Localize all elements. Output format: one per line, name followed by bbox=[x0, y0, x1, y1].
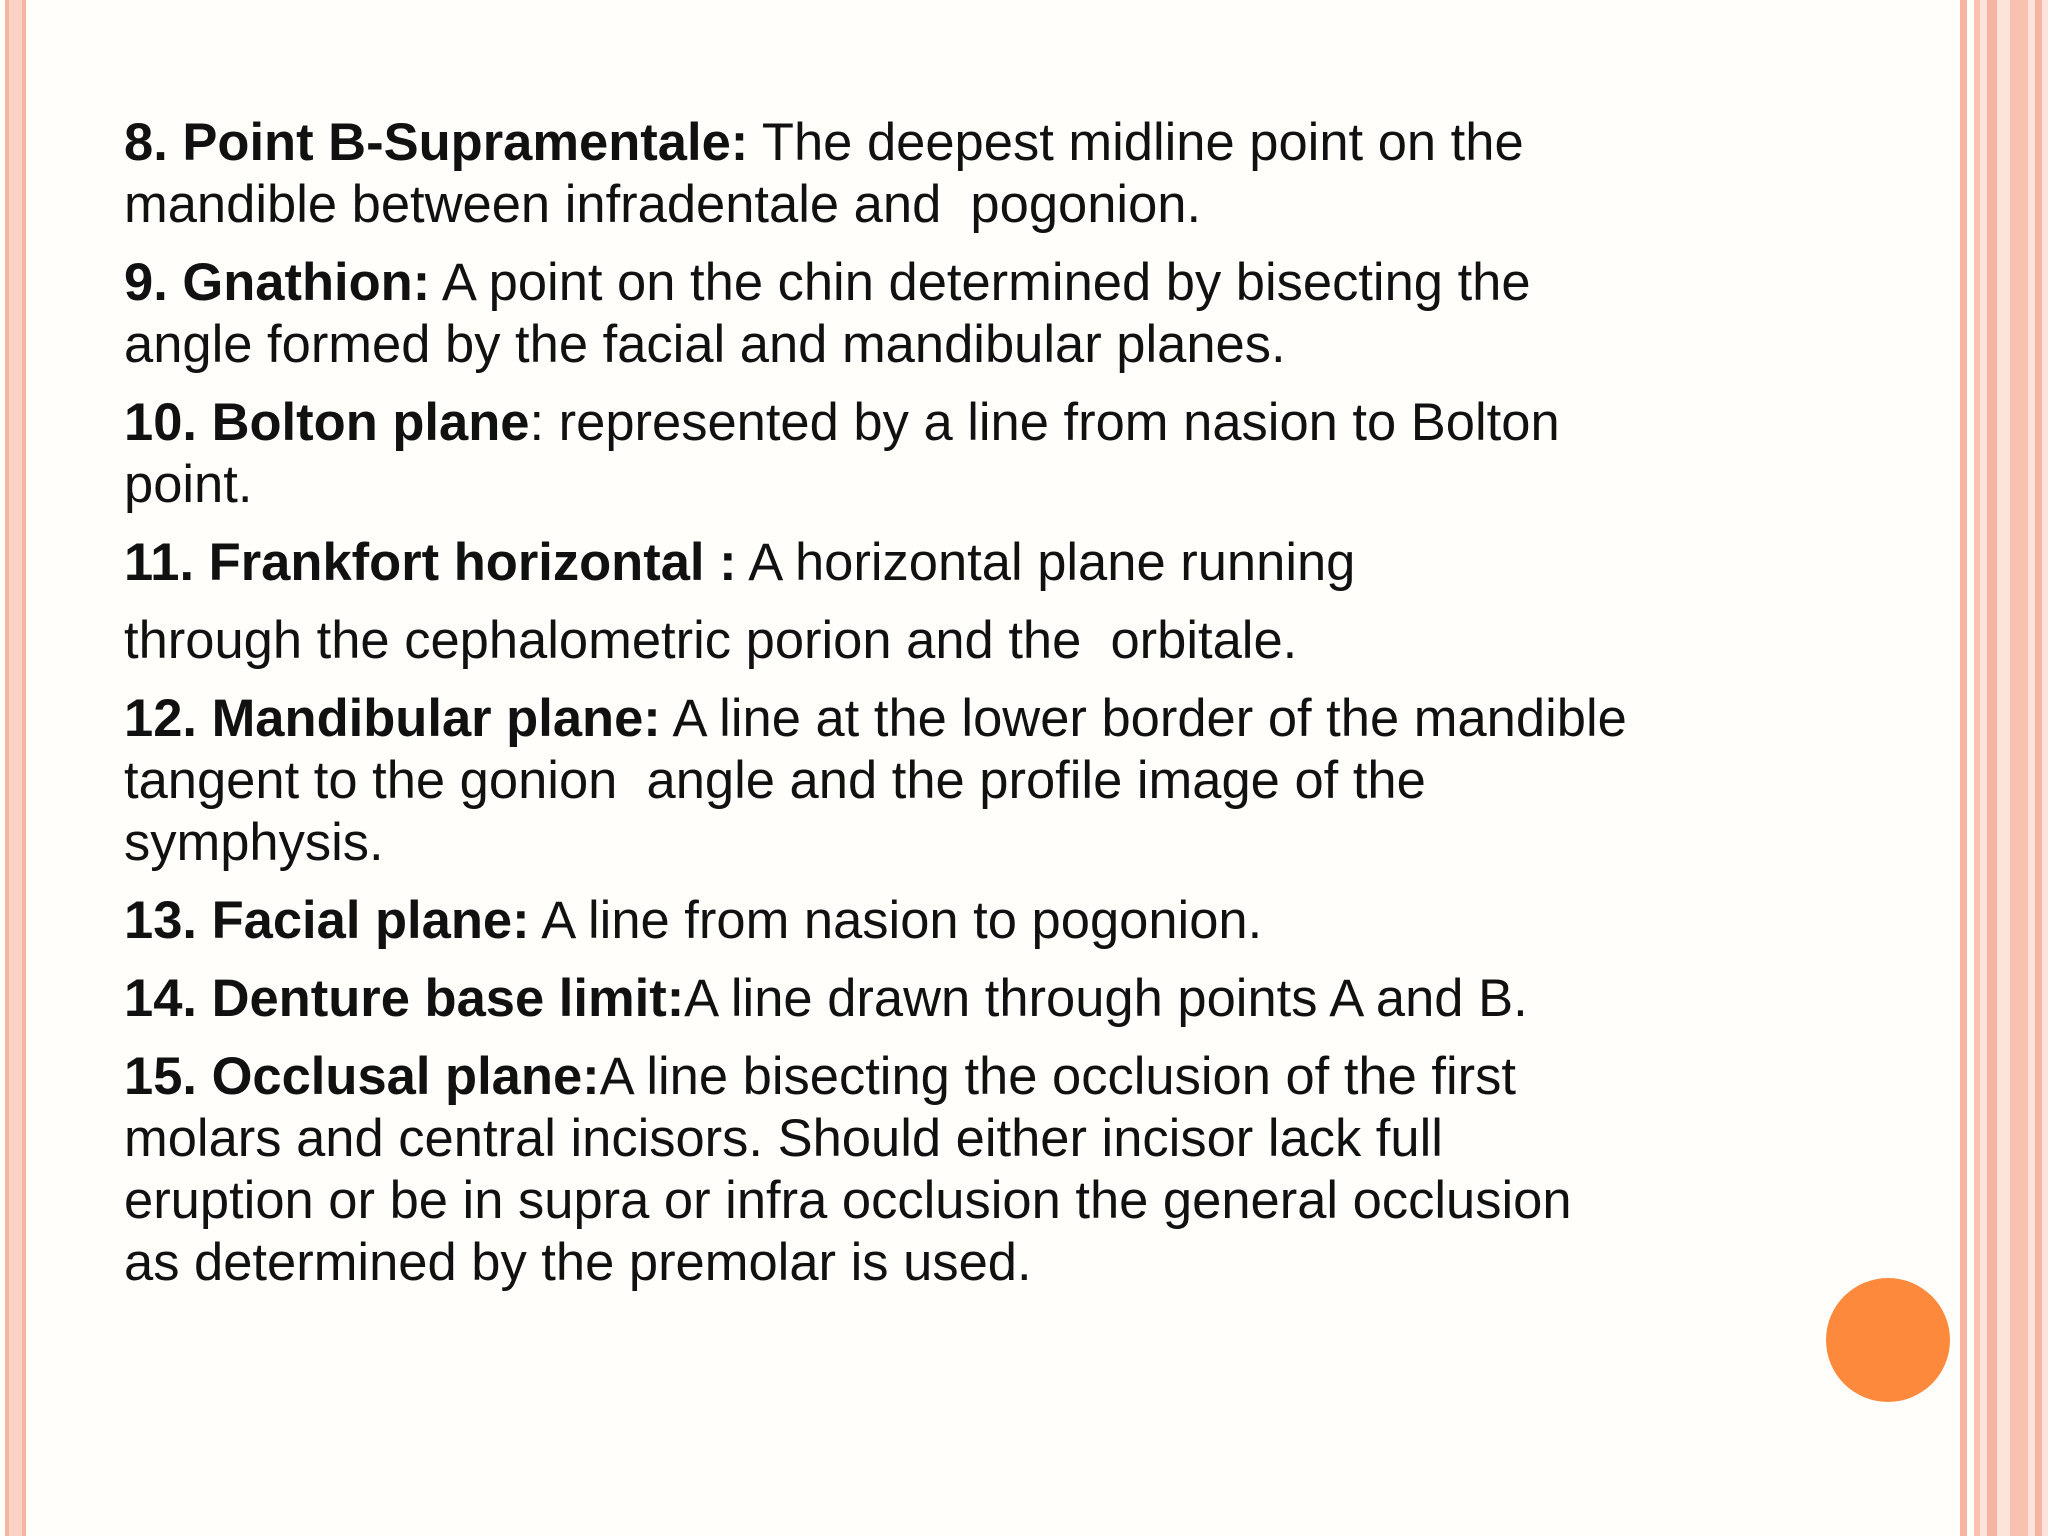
definition-text: A point on the chin determined by bisecting the angle formed by the facial and mandibular planes. bbox=[124, 253, 1531, 374]
definition-bolton-plane bbox=[124, 392, 1824, 516]
definition-occlusal-plane bbox=[124, 1046, 1824, 1294]
definition-point-b bbox=[124, 112, 1824, 236]
term-label: 11. Frankfort horizontal : bbox=[124, 533, 737, 592]
definition-denture-base-limit bbox=[124, 968, 1824, 1030]
definition-frankfort-continuation bbox=[124, 610, 1824, 672]
definition-text: A line at the lower border of the mandible tangent to the gonion angle and the profile image of the symphysis. bbox=[124, 689, 1627, 872]
slide-body bbox=[124, 112, 1824, 1310]
definition-text: A line bisecting the occlusion of the first molars and central incisors. Should either incisor lack full eruption or be in supra or infra occlusion the general occlusion as determined by the premolar is used. bbox=[124, 1047, 1572, 1292]
term-label: 10. Bolton plane bbox=[124, 393, 530, 452]
definition-text: through the cephalometric porion and the orbitale. bbox=[124, 611, 1298, 670]
term-label: 9. Gnathion: bbox=[124, 253, 431, 312]
definition-mandibular-plane bbox=[124, 688, 1824, 874]
definition-frankfort-horizontal bbox=[124, 532, 1824, 594]
left-decorative-border bbox=[0, 0, 26, 1536]
term-label: 13. Facial plane: bbox=[124, 891, 530, 950]
right-decorative-border bbox=[1960, 0, 2048, 1536]
definition-gnathion bbox=[124, 252, 1824, 376]
orange-circle-decoration bbox=[1826, 1278, 1950, 1402]
term-label: 15. Occlusal plane: bbox=[124, 1047, 600, 1106]
definition-text: : represented by a line from nasion to Bolton point. bbox=[124, 393, 1560, 514]
definition-text: A line drawn through points A and B. bbox=[684, 969, 1528, 1028]
definition-text: A line from nasion to pogonion. bbox=[529, 891, 1263, 950]
term-label: 12. Mandibular plane: bbox=[124, 689, 661, 748]
term-label: 8. Point B-Supramentale: bbox=[124, 113, 749, 172]
definition-text: The deepest midline point on the mandible between infradentale and pogonion. bbox=[124, 113, 1524, 234]
term-label: 14. Denture base limit: bbox=[124, 969, 685, 1028]
definition-text: A horizontal plane running bbox=[736, 533, 1356, 592]
definition-facial-plane bbox=[124, 890, 1824, 952]
